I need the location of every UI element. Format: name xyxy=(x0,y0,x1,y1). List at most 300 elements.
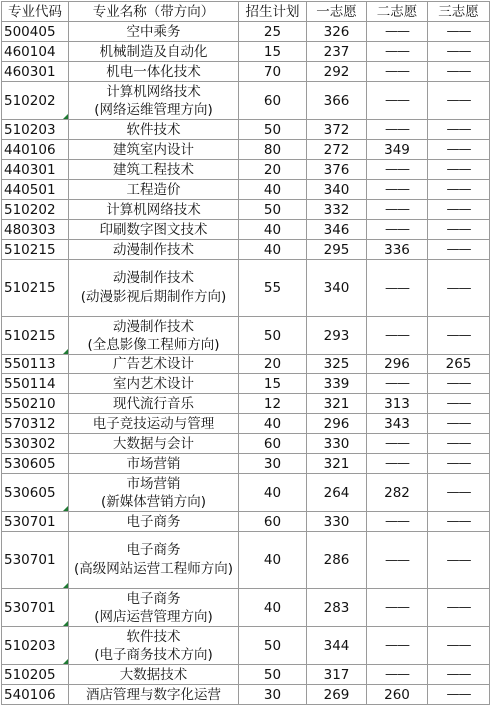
cell-plan-text: 40 xyxy=(263,415,282,432)
cell-name xyxy=(69,160,239,180)
cell-third-choice xyxy=(428,200,490,220)
cell-second-choice-text: —— xyxy=(385,376,409,391)
cell-code xyxy=(2,454,69,474)
cell-plan-text: 40 xyxy=(263,599,282,616)
cell-first-choice xyxy=(307,22,367,42)
cell-first-choice-text: 296 xyxy=(323,415,350,432)
cell-code xyxy=(2,414,69,434)
cell-code-text: 510202 xyxy=(4,201,56,218)
cell-second-choice-text: —— xyxy=(385,600,409,615)
cell-code xyxy=(2,62,69,82)
cell-code xyxy=(2,532,69,589)
table-row xyxy=(2,454,490,474)
table-row xyxy=(2,260,490,317)
major-direction: (高级网站运营工程师方向) xyxy=(73,561,234,577)
cell-first-choice-text: 269 xyxy=(323,686,350,703)
cell-plan-text: 40 xyxy=(263,241,282,258)
cell-flag-marker xyxy=(63,621,68,626)
cell-plan xyxy=(239,355,307,374)
table-row xyxy=(2,22,490,42)
cell-second-choice xyxy=(367,62,428,82)
cell-plan xyxy=(239,22,307,42)
cell-second-choice-text: —— xyxy=(385,667,409,682)
header-row xyxy=(2,2,490,22)
table-row xyxy=(2,120,490,140)
cell-code xyxy=(2,120,69,140)
cell-code-text: 440106 xyxy=(4,141,56,158)
cell-second-choice-text: 313 xyxy=(384,395,410,412)
cell-first-choice xyxy=(307,240,367,260)
cell-third-choice-text: 265 xyxy=(445,356,472,372)
major-name: 建筑工程技术 xyxy=(113,161,194,178)
cell-plan-text: 70 xyxy=(263,63,282,80)
cell-plan-text: 60 xyxy=(263,92,282,109)
cell-third-choice-text: —— xyxy=(446,142,471,157)
cell-code-text: 570312 xyxy=(4,415,56,432)
cell-name xyxy=(69,260,239,317)
cell-plan-text: 15 xyxy=(263,375,282,392)
cell-plan xyxy=(239,454,307,474)
table-row xyxy=(2,434,490,454)
cell-plan-text: 30 xyxy=(263,455,282,472)
cell-flag-marker xyxy=(63,349,68,354)
cell-second-choice xyxy=(367,82,428,120)
cell-second-choice-text: —— xyxy=(385,122,409,137)
major-name: 计算机网络技术 xyxy=(106,83,201,100)
table-row xyxy=(2,317,490,355)
cell-third-choice xyxy=(428,394,490,414)
cell-plan xyxy=(239,685,307,705)
major-name: 工程造价 xyxy=(126,181,181,198)
cell-second-choice-text: —— xyxy=(385,44,409,59)
cell-code-text: 530605 xyxy=(4,484,56,501)
cell-name xyxy=(69,414,239,434)
cell-third-choice-text: —— xyxy=(446,667,471,682)
cell-code xyxy=(2,140,69,160)
major-direction: (动漫影视后期制作方向) xyxy=(80,289,227,305)
table-row xyxy=(2,474,490,512)
cell-code-text: 530701 xyxy=(4,552,56,568)
cell-code-text: 500405 xyxy=(4,23,56,40)
table-row xyxy=(2,200,490,220)
cell-first-choice xyxy=(307,120,367,140)
cell-flag-marker xyxy=(63,659,68,664)
cell-name xyxy=(69,180,239,200)
table-row xyxy=(2,414,490,434)
major-name: 室内艺术设计 xyxy=(113,375,194,392)
cell-plan xyxy=(239,140,307,160)
cell-plan-text: 60 xyxy=(263,435,282,452)
cell-first-choice-text: 286 xyxy=(323,552,350,568)
cell-third-choice xyxy=(428,374,490,394)
cell-code-text: 530605 xyxy=(4,455,56,472)
cell-second-choice-text: —— xyxy=(385,24,409,39)
cell-first-choice xyxy=(307,180,367,200)
cell-name xyxy=(69,140,239,160)
cell-code-text: 530701 xyxy=(4,599,56,616)
cell-name xyxy=(69,240,239,260)
cell-code xyxy=(2,82,69,120)
cell-plan xyxy=(239,62,307,82)
header-name: 专业名称（带方向） xyxy=(69,2,239,22)
table-row xyxy=(2,355,490,374)
major-name: 酒店管理与数字化运营 xyxy=(86,686,221,703)
major-name: 广告艺术设计 xyxy=(113,356,194,372)
cell-plan xyxy=(239,532,307,589)
cell-first-choice xyxy=(307,532,367,589)
cell-first-choice xyxy=(307,454,367,474)
cell-first-choice-text: 283 xyxy=(323,599,350,616)
cell-first-choice xyxy=(307,140,367,160)
cell-third-choice xyxy=(428,512,490,532)
cell-third-choice xyxy=(428,589,490,627)
table-row xyxy=(2,532,490,589)
cell-first-choice xyxy=(307,665,367,685)
table-row xyxy=(2,394,490,414)
cell-second-choice-text: —— xyxy=(385,638,409,653)
cell-third-choice-text: —— xyxy=(446,64,471,79)
cell-first-choice xyxy=(307,62,367,82)
table-row xyxy=(2,589,490,627)
cell-first-choice-text: 344 xyxy=(323,637,350,654)
cell-first-choice xyxy=(307,374,367,394)
major-name: 计算机网络技术 xyxy=(106,201,201,218)
cell-plan xyxy=(239,260,307,317)
cell-code-text: 510205 xyxy=(4,666,56,683)
cell-third-choice xyxy=(428,62,490,82)
cell-first-choice-text: 292 xyxy=(323,63,350,80)
cell-plan-text: 50 xyxy=(263,121,282,138)
cell-second-choice-text: 349 xyxy=(384,141,410,158)
major-name: 电子商务 xyxy=(126,513,181,530)
cell-name xyxy=(69,120,239,140)
cell-third-choice-text: —— xyxy=(446,416,471,431)
cell-code-text: 440501 xyxy=(4,181,56,198)
major-name: 动漫制作技术 xyxy=(113,241,194,258)
cell-name xyxy=(69,627,239,665)
cell-code xyxy=(2,394,69,414)
cell-third-choice xyxy=(428,665,490,685)
cell-name xyxy=(69,317,239,355)
cell-first-choice-text: 321 xyxy=(323,395,350,412)
cell-plan xyxy=(239,414,307,434)
cell-name xyxy=(69,355,239,374)
table-row xyxy=(2,627,490,665)
cell-second-choice-text: —— xyxy=(385,514,409,529)
cell-plan xyxy=(239,512,307,532)
cell-first-choice-text: 340 xyxy=(323,280,350,296)
cell-third-choice-text: —— xyxy=(446,328,471,343)
cell-third-choice-text: —— xyxy=(446,396,471,411)
cell-flag-marker xyxy=(63,506,68,511)
cell-second-choice xyxy=(367,627,428,665)
cell-second-choice xyxy=(367,394,428,414)
cell-second-choice xyxy=(367,355,428,374)
major-name: 电子商务 xyxy=(126,542,181,558)
cell-third-choice-text: —— xyxy=(446,222,471,237)
cell-third-choice xyxy=(428,160,490,180)
cell-code-text: 510202 xyxy=(4,92,56,109)
cell-first-choice xyxy=(307,434,367,454)
cell-code-text: 510215 xyxy=(4,327,56,344)
cell-name xyxy=(69,685,239,705)
major-direction: (网络运维管理方向) xyxy=(94,101,213,118)
cell-third-choice xyxy=(428,140,490,160)
cell-third-choice-text: —— xyxy=(446,436,471,451)
cell-plan xyxy=(239,82,307,120)
cell-first-choice-text: 339 xyxy=(323,375,350,392)
table-row xyxy=(2,42,490,62)
cell-code xyxy=(2,434,69,454)
cell-second-choice xyxy=(367,434,428,454)
cell-code xyxy=(2,22,69,42)
cell-name xyxy=(69,62,239,82)
cell-code xyxy=(2,160,69,180)
cell-plan-text: 15 xyxy=(263,43,282,60)
cell-first-choice xyxy=(307,627,367,665)
table-row xyxy=(2,82,490,120)
cell-first-choice-text: 330 xyxy=(323,513,350,530)
cell-code xyxy=(2,220,69,240)
header-code: 专业代码 xyxy=(2,2,69,22)
header-second-choice: 二志愿 xyxy=(367,2,428,22)
cell-flag-marker xyxy=(63,114,68,119)
major-direction: (电子商务技术方向) xyxy=(94,646,213,663)
cell-third-choice xyxy=(428,120,490,140)
cell-plan xyxy=(239,394,307,414)
cell-plan-text: 40 xyxy=(263,484,282,501)
cell-third-choice-text: —— xyxy=(446,93,471,108)
cell-first-choice-text: 321 xyxy=(323,455,350,472)
cell-second-choice-text: —— xyxy=(385,222,409,237)
cell-name xyxy=(69,374,239,394)
cell-second-choice xyxy=(367,120,428,140)
cell-second-choice xyxy=(367,374,428,394)
cell-code-text: 440301 xyxy=(4,161,56,178)
cell-first-choice-text: 293 xyxy=(323,327,350,344)
cell-code-text: 510203 xyxy=(4,637,56,654)
cell-code xyxy=(2,42,69,62)
cell-second-choice-text: 336 xyxy=(384,241,410,258)
cell-third-choice-text: —— xyxy=(446,242,471,257)
cell-third-choice xyxy=(428,260,490,317)
cell-plan-text: 20 xyxy=(263,161,282,178)
cell-name xyxy=(69,665,239,685)
cell-second-choice-text: —— xyxy=(385,182,409,197)
cell-plan xyxy=(239,589,307,627)
cell-second-choice-text: —— xyxy=(385,64,409,79)
cell-code xyxy=(2,317,69,355)
cell-third-choice-text: —— xyxy=(446,456,471,471)
cell-first-choice xyxy=(307,474,367,512)
admission-table xyxy=(1,1,490,705)
table-row xyxy=(2,180,490,200)
cell-code xyxy=(2,589,69,627)
cell-second-choice-text: —— xyxy=(385,436,409,451)
cell-first-choice-text: 317 xyxy=(323,666,350,683)
cell-first-choice-text: 272 xyxy=(323,141,350,158)
cell-code-text: 530302 xyxy=(4,435,56,452)
cell-first-choice-text: 372 xyxy=(323,121,350,138)
cell-code-text: 460301 xyxy=(4,63,56,80)
major-name: 机械制造及自动化 xyxy=(99,43,208,60)
cell-first-choice xyxy=(307,160,367,180)
cell-plan xyxy=(239,240,307,260)
cell-plan-text: 55 xyxy=(263,280,282,296)
cell-second-choice xyxy=(367,140,428,160)
cell-name xyxy=(69,22,239,42)
cell-second-choice-text: —— xyxy=(385,552,409,568)
cell-first-choice-text: 346 xyxy=(323,221,350,238)
cell-third-choice xyxy=(428,42,490,62)
cell-code-text: 530701 xyxy=(4,513,56,530)
cell-second-choice xyxy=(367,42,428,62)
header-first-choice: 一志愿 xyxy=(307,2,367,22)
cell-plan-text: 30 xyxy=(263,686,282,703)
major-name: 软件技术 xyxy=(126,628,181,645)
cell-third-choice-text: —— xyxy=(446,280,471,296)
major-name: 大数据技术 xyxy=(119,666,188,683)
cell-plan-text: 40 xyxy=(263,181,282,198)
cell-plan-text: 20 xyxy=(263,356,282,372)
cell-third-choice-text: —— xyxy=(446,600,471,615)
cell-plan xyxy=(239,42,307,62)
cell-code xyxy=(2,627,69,665)
cell-second-choice xyxy=(367,160,428,180)
cell-first-choice xyxy=(307,589,367,627)
major-name: 空中乘务 xyxy=(126,23,181,40)
cell-third-choice xyxy=(428,240,490,260)
cell-second-choice xyxy=(367,454,428,474)
cell-name xyxy=(69,394,239,414)
cell-second-choice xyxy=(367,414,428,434)
major-name: 市场营销 xyxy=(126,475,181,492)
cell-second-choice xyxy=(367,22,428,42)
major-direction: (新媒体营销方向) xyxy=(100,493,207,510)
cell-second-choice-text: 260 xyxy=(384,686,410,703)
major-direction: (全息影像工程师方向) xyxy=(87,336,220,353)
cell-code-text: 480303 xyxy=(4,221,56,238)
cell-second-choice xyxy=(367,240,428,260)
cell-first-choice xyxy=(307,82,367,120)
cell-first-choice xyxy=(307,317,367,355)
cell-second-choice xyxy=(367,180,428,200)
table-row xyxy=(2,512,490,532)
cell-plan-text: 80 xyxy=(263,141,282,158)
cell-first-choice xyxy=(307,42,367,62)
cell-third-choice xyxy=(428,220,490,240)
cell-first-choice-text: 340 xyxy=(323,181,350,198)
table-row xyxy=(2,374,490,394)
table-row xyxy=(2,220,490,240)
cell-plan xyxy=(239,180,307,200)
major-name: 大数据与会计 xyxy=(113,435,194,452)
cell-name xyxy=(69,434,239,454)
header-third-choice: 三志愿 xyxy=(428,2,490,22)
cell-third-choice xyxy=(428,685,490,705)
cell-second-choice xyxy=(367,474,428,512)
cell-third-choice xyxy=(428,22,490,42)
cell-first-choice-text: 295 xyxy=(323,241,350,258)
cell-code xyxy=(2,180,69,200)
cell-plan xyxy=(239,665,307,685)
cell-plan xyxy=(239,220,307,240)
major-direction: (网店运营管理方向) xyxy=(94,608,213,625)
cell-second-choice xyxy=(367,589,428,627)
cell-name xyxy=(69,200,239,220)
cell-plan-text: 50 xyxy=(263,666,282,683)
cell-code xyxy=(2,374,69,394)
cell-plan xyxy=(239,160,307,180)
cell-third-choice-text: —— xyxy=(446,638,471,653)
cell-second-choice-text: —— xyxy=(385,456,409,471)
cell-second-choice xyxy=(367,685,428,705)
cell-plan-text: 50 xyxy=(263,637,282,654)
table-row xyxy=(2,685,490,705)
cell-plan-text: 40 xyxy=(263,552,282,568)
table-row xyxy=(2,62,490,82)
cell-second-choice xyxy=(367,260,428,317)
cell-code-text: 510215 xyxy=(4,241,56,258)
cell-code xyxy=(2,474,69,512)
cell-plan-text: 25 xyxy=(263,23,282,40)
table-row xyxy=(2,140,490,160)
cell-third-choice xyxy=(428,82,490,120)
cell-first-choice xyxy=(307,200,367,220)
major-name: 软件技术 xyxy=(126,121,181,138)
cell-first-choice-text: 366 xyxy=(323,92,350,109)
major-name: 现代流行音乐 xyxy=(113,395,194,412)
cell-plan xyxy=(239,474,307,512)
cell-second-choice xyxy=(367,200,428,220)
cell-plan xyxy=(239,317,307,355)
cell-code-text: 550113 xyxy=(4,356,56,372)
cell-first-choice xyxy=(307,394,367,414)
cell-code xyxy=(2,512,69,532)
cell-name xyxy=(69,42,239,62)
cell-first-choice xyxy=(307,355,367,374)
cell-third-choice-text: —— xyxy=(446,44,471,59)
cell-plan xyxy=(239,120,307,140)
cell-plan xyxy=(239,200,307,220)
cell-plan-text: 12 xyxy=(263,395,282,412)
cell-third-choice-text: —— xyxy=(446,687,471,702)
cell-third-choice-text: —— xyxy=(446,202,471,217)
cell-third-choice-text: —— xyxy=(446,162,471,177)
major-name: 机电一体化技术 xyxy=(106,63,201,80)
cell-first-choice xyxy=(307,414,367,434)
major-name: 市场营销 xyxy=(126,455,181,472)
cell-name xyxy=(69,454,239,474)
table-row xyxy=(2,240,490,260)
cell-third-choice xyxy=(428,474,490,512)
cell-code-text: 540106 xyxy=(4,686,56,703)
cell-third-choice xyxy=(428,532,490,589)
cell-first-choice xyxy=(307,260,367,317)
cell-second-choice-text: 296 xyxy=(384,356,410,372)
cell-second-choice-text: —— xyxy=(385,162,409,177)
cell-third-choice xyxy=(428,317,490,355)
cell-first-choice-text: 264 xyxy=(323,484,350,501)
cell-third-choice-text: —— xyxy=(446,552,471,568)
cell-second-choice xyxy=(367,317,428,355)
cell-code xyxy=(2,665,69,685)
cell-code-text: 550114 xyxy=(4,375,56,392)
cell-third-choice xyxy=(428,414,490,434)
cell-code-text: 550210 xyxy=(4,395,56,412)
cell-third-choice-text: —— xyxy=(446,514,471,529)
cell-third-choice-text: —— xyxy=(446,376,471,391)
